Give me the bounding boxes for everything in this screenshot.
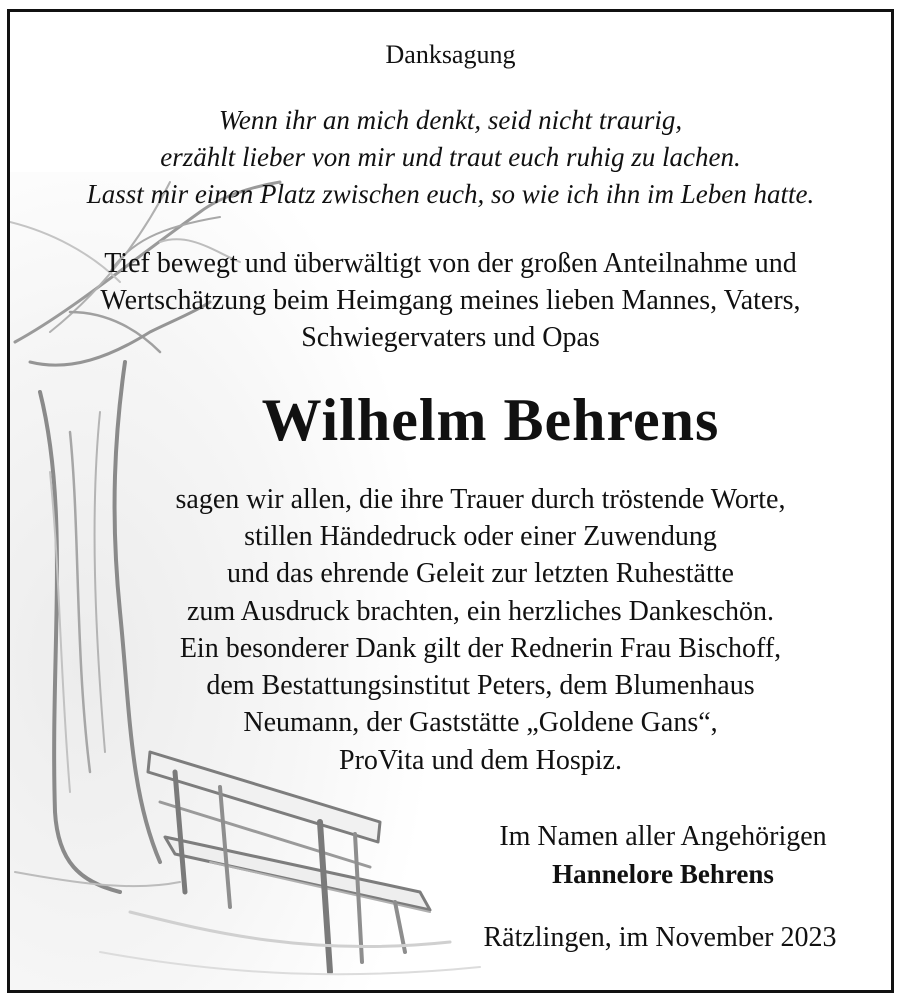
body-line: und das ehrende Geleit zur letzten Ruhestätte: [227, 558, 734, 589]
signature-line: Im Namen aller Angehörigen: [499, 821, 827, 852]
notice-heading: Danksagung: [385, 40, 516, 69]
body-line: Neumann, der Gaststätte „Goldene Gans“,: [243, 707, 718, 738]
poem-line: Lasst mir einen Platz zwischen euch, so wie ich ihn im Leben hatte.: [86, 179, 815, 209]
body-line: dem Bestattungsinstitut Peters, dem Blumenhaus: [206, 670, 755, 701]
body-line: Ein besonderer Dank gilt der Rednerin Frau Bischoff,: [179, 633, 782, 664]
poem-line: erzählt lieber von mir und traut euch ruhig zu lachen.: [160, 142, 741, 172]
body-line: zum Ausdruck brachten, ein herzliches Dankeschön.: [186, 596, 774, 627]
signature-name: Hannelore Behrens: [552, 859, 774, 889]
deceased-name: Wilhelm Behrens: [261, 387, 720, 453]
intro-line: Schwiegervaters und Opas: [301, 322, 600, 353]
body-line: ProVita und dem Hospiz.: [339, 745, 622, 776]
body-line: stillen Händedruck oder einer Zuwendung: [244, 521, 717, 552]
poem-line: Wenn ihr an mich denkt, seid nicht traurig,: [218, 105, 683, 135]
place-date: Rätzlingen, im November 2023: [483, 922, 837, 953]
intro-line: Tief bewegt und überwältigt von der großen Anteilnahme und: [104, 248, 797, 279]
body-line: sagen wir allen, die ihre Trauer durch tröstende Worte,: [175, 484, 786, 515]
obituary-notice: [7, 9, 894, 993]
intro-line: Wertschätzung beim Heimgang meines lieben Mannes, Vaters,: [100, 285, 801, 316]
